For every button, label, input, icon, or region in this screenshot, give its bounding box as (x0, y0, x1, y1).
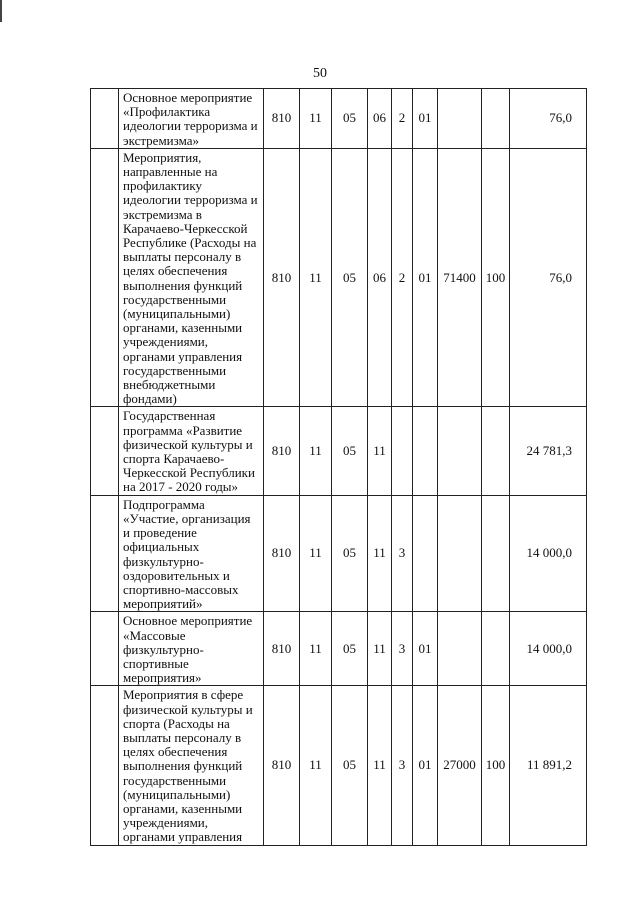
ministry-code: 810 (264, 612, 300, 686)
program-code: 06 (368, 89, 392, 149)
index-cell (91, 686, 119, 845)
expense-type-code (482, 89, 510, 149)
subsection-code: 05 (332, 686, 368, 845)
amount-value: 76,0 (510, 148, 587, 407)
row-name: Мероприятия, направленные на профилактику идеологии терроризма и экстремизма в Карачаево-Черкесской Республике (Расходы на выплаты персоналу в целях обеспечения выполнения функций государственными (муниципальными) органами, казенными учреждениями, органами управления государственными внебюджетными фондами) (119, 148, 264, 407)
program-code: 11 (368, 495, 392, 612)
expense-type-code: 100 (482, 148, 510, 407)
index-cell (91, 89, 119, 149)
program-code: 11 (368, 407, 392, 495)
section-code: 11 (300, 495, 332, 612)
event-code: 01 (413, 148, 438, 407)
row-name: Подпрограмма «Участие, организация и проведение официальных физкультурно-оздоровительных и спортивно-массовых мероприятий» (119, 495, 264, 612)
direction-code (438, 407, 482, 495)
expense-type-code (482, 407, 510, 495)
subsection-code: 05 (332, 89, 368, 149)
table-row (91, 495, 587, 612)
event-code: 01 (413, 89, 438, 149)
table-row (91, 148, 587, 407)
index-cell (91, 407, 119, 495)
ministry-code: 810 (264, 495, 300, 612)
expense-type-code: 100 (482, 686, 510, 845)
scan-edge-mark (0, 0, 2, 22)
expense-type-code (482, 495, 510, 612)
amount-value: 14 000,0 (510, 612, 587, 686)
amount-value: 24 781,3 (510, 407, 587, 495)
index-cell (91, 148, 119, 407)
ministry-code: 810 (264, 686, 300, 845)
event-code (413, 495, 438, 612)
row-name: Мероприятия в сфере физической культуры и спорта (Расходы на выплаты персоналу в целях обеспечения выполнения функций государственными (муниципальными) органами, казенными учреждениями, органами управления (119, 686, 264, 845)
direction-code (438, 89, 482, 149)
subsection-code: 05 (332, 495, 368, 612)
subsection-code: 05 (332, 612, 368, 686)
index-cell (91, 612, 119, 686)
event-code: 01 (413, 612, 438, 686)
section-code: 11 (300, 612, 332, 686)
subprogram-code: 3 (392, 612, 413, 686)
ministry-code: 810 (264, 148, 300, 407)
subsection-code: 05 (332, 148, 368, 407)
subprogram-code (392, 407, 413, 495)
program-code: 11 (368, 686, 392, 845)
table-row (91, 407, 587, 495)
table-row (91, 89, 587, 149)
event-code: 01 (413, 686, 438, 845)
program-code: 06 (368, 148, 392, 407)
page-number: 50 (313, 66, 327, 81)
direction-code (438, 495, 482, 612)
row-name: Государственная программа «Развитие физической культуры и спорта Карачаево-Черкесской Республики на 2017 - 2020 годы» (119, 407, 264, 495)
index-cell (91, 495, 119, 612)
amount-value: 11 891,2 (510, 686, 587, 845)
amount-value: 76,0 (510, 89, 587, 149)
budget-table (90, 88, 587, 846)
event-code (413, 407, 438, 495)
expense-type-code (482, 612, 510, 686)
direction-code: 27000 (438, 686, 482, 845)
ministry-code: 810 (264, 407, 300, 495)
direction-code: 71400 (438, 148, 482, 407)
row-name: Основное мероприятие «Профилактика идеологии терроризма и экстремизма» (119, 89, 264, 149)
row-name: Основное мероприятие «Массовые физкультурно-спортивные мероприятия» (119, 612, 264, 686)
section-code: 11 (300, 686, 332, 845)
program-code: 11 (368, 612, 392, 686)
subprogram-code: 3 (392, 686, 413, 845)
subprogram-code: 2 (392, 148, 413, 407)
amount-value: 14 000,0 (510, 495, 587, 612)
ministry-code: 810 (264, 89, 300, 149)
table-row (91, 612, 587, 686)
subsection-code: 05 (332, 407, 368, 495)
subprogram-code: 3 (392, 495, 413, 612)
table-row (91, 686, 587, 845)
direction-code (438, 612, 482, 686)
section-code: 11 (300, 89, 332, 149)
subprogram-code: 2 (392, 89, 413, 149)
section-code: 11 (300, 148, 332, 407)
section-code: 11 (300, 407, 332, 495)
